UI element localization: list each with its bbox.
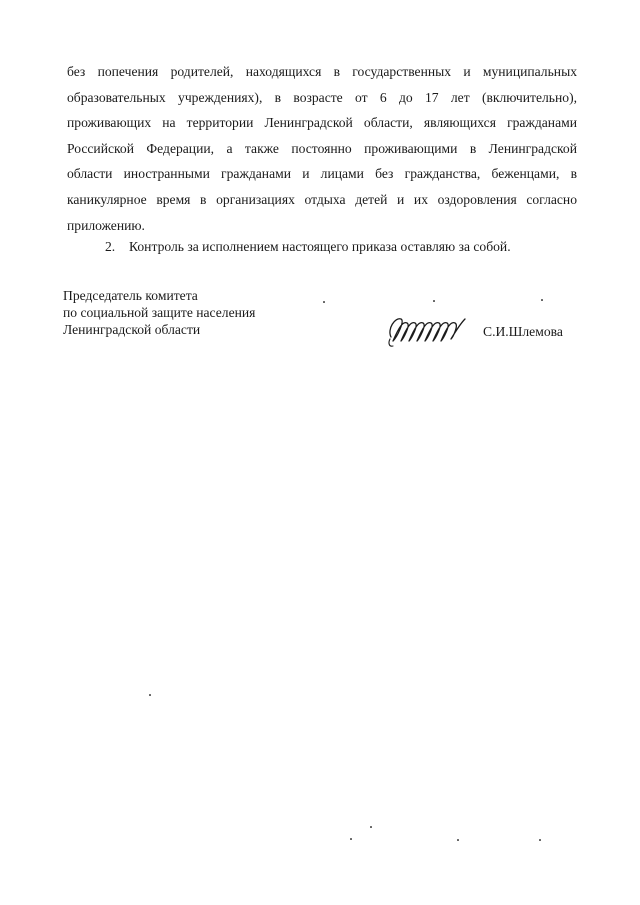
text-line: области иностранными гражданами и лицами без гражданства, беженцами, в xyxy=(67,166,577,182)
text-line: приложению. xyxy=(67,217,145,233)
signer-title-line: Ленинградской области xyxy=(63,322,201,337)
item-number: 2. xyxy=(105,239,116,254)
text-line: Российской Федерации, а также постоянно проживающими в Ленинградской xyxy=(67,140,577,156)
scan-speck xyxy=(149,694,151,696)
scan-speck xyxy=(433,300,435,302)
signer-name: С.И.Шлемова xyxy=(483,324,563,339)
scan-speck xyxy=(350,838,352,840)
text-line: образовательных учреждениях), в возрасте от 6 до 17 лет (включительно), xyxy=(67,89,577,105)
signer-title-line: по социальной защите населения xyxy=(63,305,256,320)
text-line: каникулярное время в организациях отдыха детей и их оздоровления согласно xyxy=(67,191,577,207)
scan-speck xyxy=(539,839,541,841)
signer-title-line: Председатель комитета xyxy=(63,288,198,303)
scan-speck xyxy=(457,839,459,841)
handwritten-signature xyxy=(385,307,475,353)
item-text: Контроль за исполнением настоящего приказа оставляю за собой. xyxy=(129,239,511,254)
signer-title xyxy=(63,287,255,338)
text-line: проживающих на территории Ленинградской области, являющихся гражданами xyxy=(67,115,577,131)
scan-speck xyxy=(370,826,372,828)
paragraph-1-continuation xyxy=(67,59,577,238)
numbered-item-2 xyxy=(67,234,577,259)
scan-speck xyxy=(323,301,325,303)
text-line: без попечения родителей, находящихся в государственных и муниципальных xyxy=(67,64,577,79)
scan-speck xyxy=(541,299,543,301)
